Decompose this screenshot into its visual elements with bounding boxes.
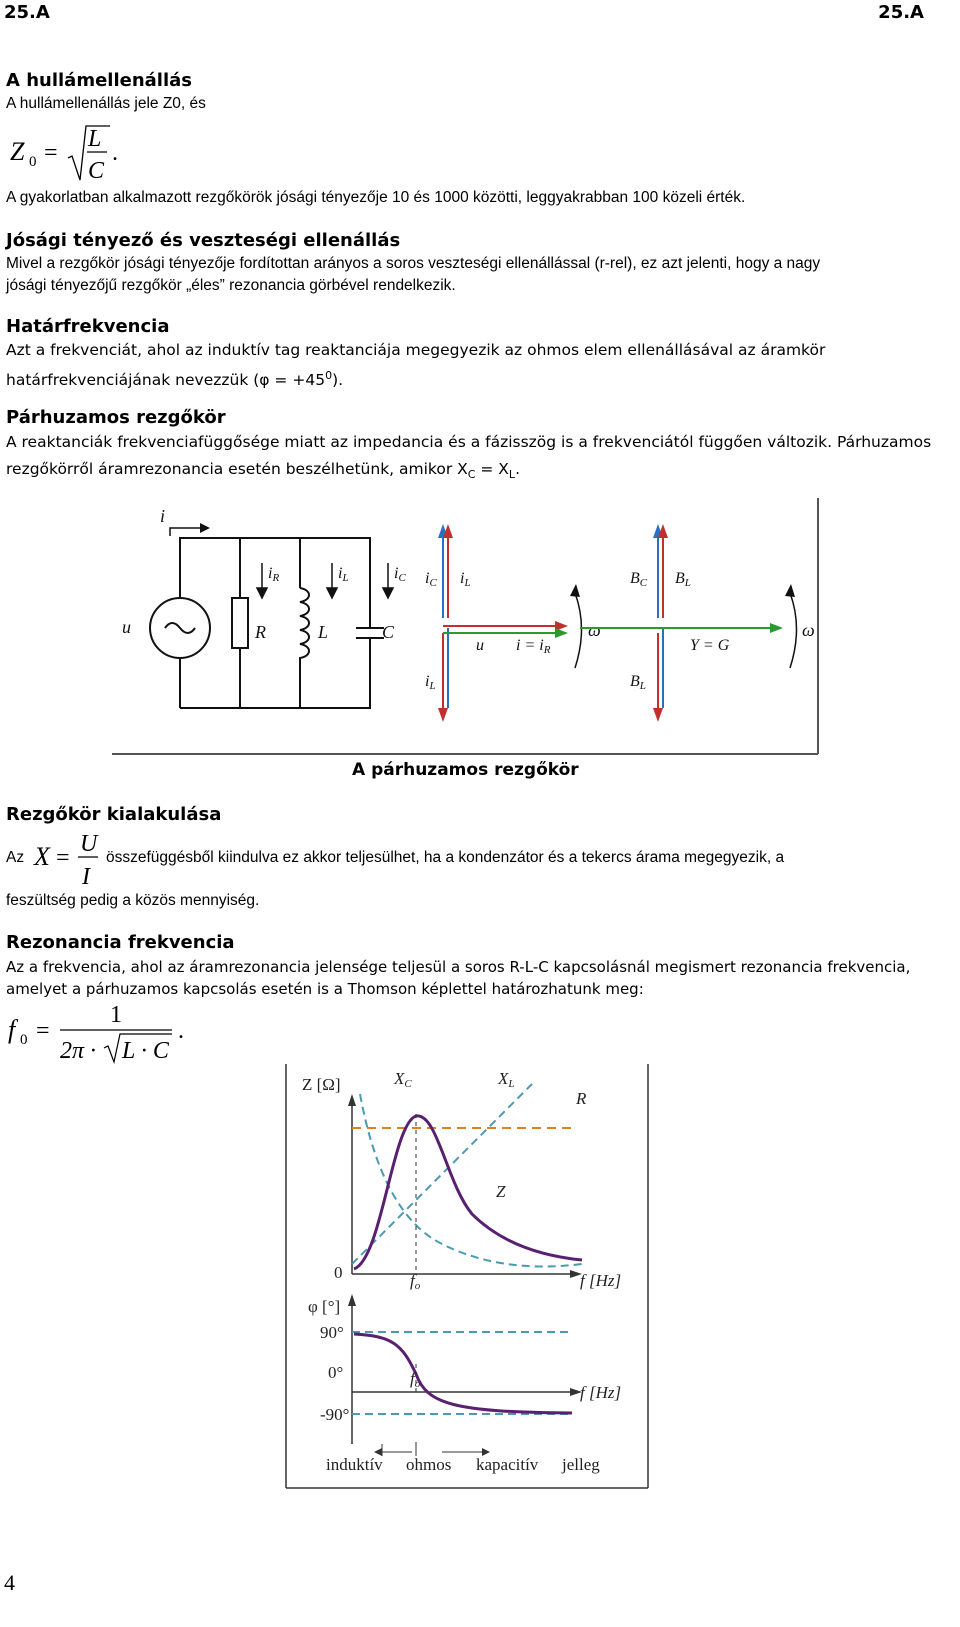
figure-caption: A párhuzamos rezgőkör: [352, 760, 579, 780]
label-p0: 0°: [328, 1363, 344, 1382]
label-ph-iC: iC: [425, 570, 437, 589]
formula-x-den: I: [82, 864, 90, 889]
formula-x-eq: =: [56, 845, 70, 871]
text-span: határfrekvenciájának nevezzük (φ = +45: [6, 371, 326, 390]
formula-thomson: [6, 998, 206, 1073]
subscript: L: [508, 468, 516, 482]
label-ph-iL2: iL: [425, 673, 436, 692]
paragraph-line: jósági tényezőjű rezgőkör „éles” rezonancia görbével rendelkezik.: [6, 277, 456, 294]
label-C: C: [382, 622, 395, 642]
resonance-graph: [282, 1064, 652, 1489]
label-z-axis: Z [Ω]: [302, 1075, 341, 1094]
header-left: 25.A: [4, 2, 50, 23]
text-span: ).: [332, 371, 344, 390]
label-z: Z: [496, 1182, 506, 1201]
section-title-parhuzamos: Párhuzamos rezgőkör: [6, 407, 226, 428]
label-omega2: ω: [802, 620, 815, 640]
label-iL: iL: [338, 565, 349, 584]
xc-curve: [360, 1094, 582, 1267]
label-BC: BC: [630, 570, 648, 589]
paragraph-line: Az a frekvencia, ahol az áramrezonancia jelensége teljesül a soros R-L-C kapcsolásnál megismert rezonancia frekvencia,: [6, 958, 911, 976]
phase-curve: [354, 1334, 572, 1413]
paragraph-line: Mivel a rezgőkör jósági tényezője fordítottan arányos a soros veszteségi ellenállással (r-rel), ez azt jelenti, hogy a nagy: [6, 255, 821, 272]
section-title-hatarfrekvencia: Határfrekvencia: [6, 316, 170, 337]
label-iC: iC: [394, 565, 406, 584]
phi-axis-arrow: [348, 1294, 356, 1306]
paragraph-line: amelyet a párhuzamos kapcsolás esetén is a Thomson képlettel határozhatunk meg:: [6, 980, 644, 998]
label-ph-u: u: [476, 637, 484, 654]
formula-num: 1: [110, 1002, 122, 1028]
text-span: .: [515, 460, 520, 478]
subscript: C: [467, 468, 476, 482]
paragraph: A hullámellenállás jele Z0, és: [6, 95, 206, 112]
formula-thomson-graphic: [6, 998, 206, 1068]
formula-end: .: [178, 1018, 184, 1044]
label-f0: fo: [410, 1271, 421, 1292]
label-r: R: [576, 1089, 587, 1108]
section-title-rezgokor: Rezgőkör kialakulása: [6, 804, 222, 825]
label-ph-ieq: i = iR: [516, 637, 551, 656]
formula-x-lhs: X: [34, 842, 50, 871]
z-axis-arrow: [348, 1094, 356, 1106]
region-kapacitiv: kapacitív: [476, 1455, 539, 1474]
paragraph-line: [6, 456, 951, 488]
formula-x-num: U: [80, 831, 98, 857]
formula-f: f: [8, 1015, 16, 1044]
text-span: összefüggésből kiindulva ez akkor teljesülhet, ha a kondenzátor és a tekercs árama megegyezik, a: [106, 849, 785, 866]
formula-num: L: [88, 126, 102, 152]
label-BL2: BL: [630, 673, 646, 692]
label-BL: BL: [675, 570, 691, 589]
formula-z-sub: 0: [29, 154, 37, 170]
formula-z0-graphic: [8, 118, 148, 186]
formula-eq: =: [44, 140, 58, 166]
formula-den-b: L · C: [122, 1038, 169, 1064]
z-curve: [354, 1116, 582, 1269]
label-L: L: [318, 622, 329, 642]
circuit-diagram: [110, 498, 822, 758]
superscript: 0: [325, 369, 333, 382]
header-right: 25.A: [878, 2, 924, 23]
label-i: i: [160, 506, 166, 526]
inductor: [300, 588, 309, 668]
region-induktiv: induktív: [326, 1455, 383, 1474]
region-jelleg: jelleg: [562, 1455, 600, 1474]
paragraph-line: feszültség pedig a közös mennyiség.: [6, 892, 260, 909]
label-omega: ω: [588, 620, 601, 640]
formula-den-a: 2π ·: [60, 1038, 97, 1064]
text-span: rezgőkörről áramrezonancia esetén beszélhetünk, amikor X: [6, 460, 468, 478]
label-m90: -90°: [320, 1405, 350, 1424]
formula-x: [32, 829, 102, 889]
region-ohmos: ohmos: [406, 1455, 452, 1474]
label-ph-iL: iL: [460, 570, 471, 589]
formula-end: .: [112, 140, 118, 166]
formula-f-sub: 0: [20, 1032, 28, 1048]
formula-z-letter: Z: [10, 137, 25, 166]
label-u: u: [122, 617, 131, 637]
formula-eq: =: [36, 1018, 50, 1044]
page-number: 4: [4, 1570, 15, 1595]
label-xl: XL: [498, 1069, 515, 1090]
phasor-diagram-current: [425, 524, 601, 722]
circuit-wires: [180, 538, 384, 708]
paragraph: A gyakorlatban alkalmazott rezgőkörök jósági tényezője 10 és 1000 közötti, leggyakrabban 100 közeli érték.: [6, 189, 746, 206]
section-title-rezonancia: Rezonancia frekvencia: [6, 932, 235, 953]
label-YG: Y = G: [690, 637, 730, 654]
label-phi-axis: φ [°]: [308, 1297, 341, 1316]
label-R: R: [255, 622, 266, 642]
label-fhz: f [Hz]: [580, 1271, 622, 1290]
text-span: = X: [475, 460, 509, 478]
label-p90: 90°: [320, 1323, 344, 1342]
label-iR: iR: [268, 565, 280, 584]
current-arrowhead: [200, 523, 210, 533]
label-xc: XC: [394, 1069, 412, 1090]
label-f0b: fo: [410, 1369, 421, 1390]
text-span: Az: [6, 849, 25, 866]
current-arrow: [170, 528, 200, 536]
formula-z0: [8, 118, 148, 186]
paragraph-line: A reaktanciák frekvenciafüggősége miatt az impedancia és a fázisszög is a frekvenciától függően változik. Párhuzamos: [6, 433, 932, 451]
resonance-graph-svg: [282, 1064, 652, 1489]
paragraph-line: [6, 363, 951, 393]
label-zero: 0: [334, 1263, 343, 1282]
section-title-hullamellenallas: A hullámellenállás: [6, 70, 192, 91]
circuit-figure: [110, 498, 822, 758]
paragraph-line: Azt a frekvenciát, ahol az induktív tag reaktanciája megegyezik az ohmos elem ellenállásával az áramkör: [6, 341, 826, 359]
formula-line: [6, 829, 946, 889]
label-fhz2: f [Hz]: [580, 1383, 622, 1402]
formula-den: C: [88, 158, 105, 184]
phasor-diagram-admittance: [580, 524, 815, 722]
section-title-josagi: Jósági tényező és veszteségi ellenállás: [6, 230, 401, 251]
resistor: [232, 598, 248, 648]
